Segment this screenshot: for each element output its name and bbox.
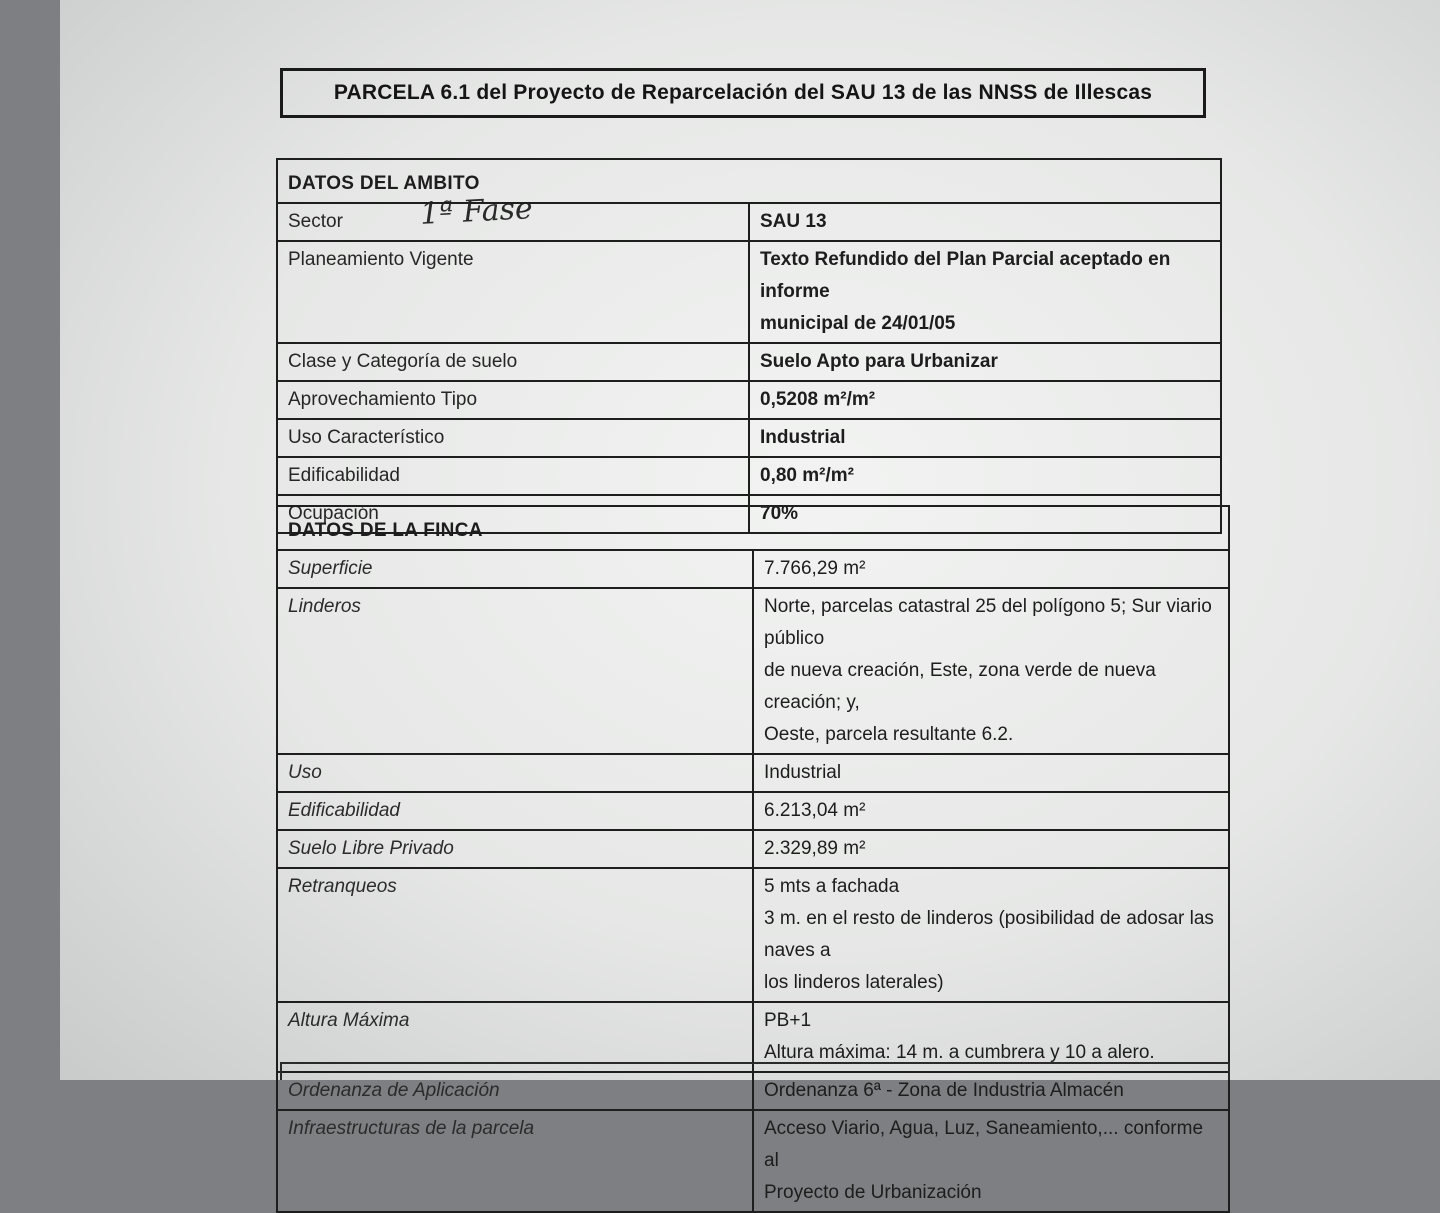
finca-table xyxy=(276,505,1230,1213)
value-line: Oeste, parcela resultante 6.2. xyxy=(764,724,1014,745)
table-row xyxy=(277,550,1229,588)
row-value: Ordenanza 6ª - Zona de Industria Almacén xyxy=(753,1072,1229,1110)
handwritten-annotation: 1ª Fase xyxy=(419,191,534,232)
row-value: Industrial xyxy=(749,419,1221,457)
document-page xyxy=(60,0,1440,1203)
row-label: Ocupación xyxy=(277,495,749,533)
row-value: 0,5208 m²/m² xyxy=(749,381,1221,419)
finca-heading: DATOS DE LA FINCA xyxy=(277,506,1229,550)
value-line: de nueva creación, Este, zona verde de nueva creación; y, xyxy=(764,660,1156,713)
value-line: Norte, parcelas catastral 25 del polígono 5; Sur viario público xyxy=(764,596,1212,649)
value-line: municipal de 24/01/05 xyxy=(760,313,956,334)
row-value xyxy=(753,868,1229,1002)
document-title: PARCELA 6.1 del Proyecto de Reparcelación del SAU 13 de las NNSS de Illescas xyxy=(280,68,1206,118)
value-line: Acceso Viario, Agua, Luz, Saneamiento,... conforme al xyxy=(764,1118,1204,1171)
table-row xyxy=(277,419,1221,457)
table-row xyxy=(277,830,1229,868)
row-label: Retranqueos xyxy=(277,868,753,1002)
row-value: 2.329,89 m² xyxy=(753,830,1229,868)
table-row xyxy=(277,203,1221,241)
table-row xyxy=(277,868,1229,1002)
table-row xyxy=(277,588,1229,754)
row-label: Altura Máxima xyxy=(277,1002,753,1072)
value-line: los linderos laterales) xyxy=(764,972,944,993)
value-line: Proyecto de Urbanización xyxy=(764,1182,982,1203)
table-row xyxy=(277,792,1229,830)
value-line: 5 mts a fachada xyxy=(764,876,900,897)
value-line: 3 m. en el resto de linderos (posibilidad de adosar las naves a xyxy=(764,908,1214,961)
row-label: Suelo Libre Privado xyxy=(277,830,753,868)
ambito-heading: DATOS DEL AMBITO xyxy=(277,159,1221,203)
value-line: Texto Refundido del Plan Parcial aceptado en informe xyxy=(760,249,1171,302)
table-row xyxy=(277,457,1221,495)
table-row xyxy=(277,343,1221,381)
table-row xyxy=(277,381,1221,419)
row-label: Planeamiento Vigente xyxy=(277,241,749,343)
value-line: PB+1 xyxy=(764,1010,812,1031)
row-value: 0,80 m²/m² xyxy=(749,457,1221,495)
row-value: 6.213,04 m² xyxy=(753,792,1229,830)
row-label: Uso Característico xyxy=(277,419,749,457)
table-row xyxy=(277,241,1221,343)
row-label: Linderos xyxy=(277,588,753,754)
table-row xyxy=(277,754,1229,792)
row-value xyxy=(753,588,1229,754)
row-label: Clase y Categoría de suelo xyxy=(277,343,749,381)
table-row xyxy=(277,1110,1229,1212)
row-value xyxy=(749,241,1221,343)
row-label: Superficie xyxy=(277,550,753,588)
ambito-table xyxy=(276,158,1222,534)
row-label: Edificabilidad xyxy=(277,457,749,495)
row-label: Infraestructuras de la parcela xyxy=(277,1110,753,1212)
row-value xyxy=(753,1110,1229,1212)
row-label: Edificabilidad xyxy=(277,792,753,830)
row-value: Suelo Apto para Urbanizar xyxy=(749,343,1221,381)
row-value: SAU 13 xyxy=(749,203,1221,241)
row-label: Uso xyxy=(277,754,753,792)
row-label: Sector xyxy=(277,203,749,241)
row-value: Industrial xyxy=(753,754,1229,792)
row-label: Aprovechamiento Tipo xyxy=(277,381,749,419)
value-line: Altura máxima: 14 m. a cumbrera y 10 a alero. xyxy=(764,1042,1155,1063)
next-table-edge xyxy=(280,1062,1230,1080)
row-label: Ordenanza de Aplicación xyxy=(277,1072,753,1110)
row-value: 70% xyxy=(749,495,1221,533)
row-value: 7.766,29 m² xyxy=(753,550,1229,588)
